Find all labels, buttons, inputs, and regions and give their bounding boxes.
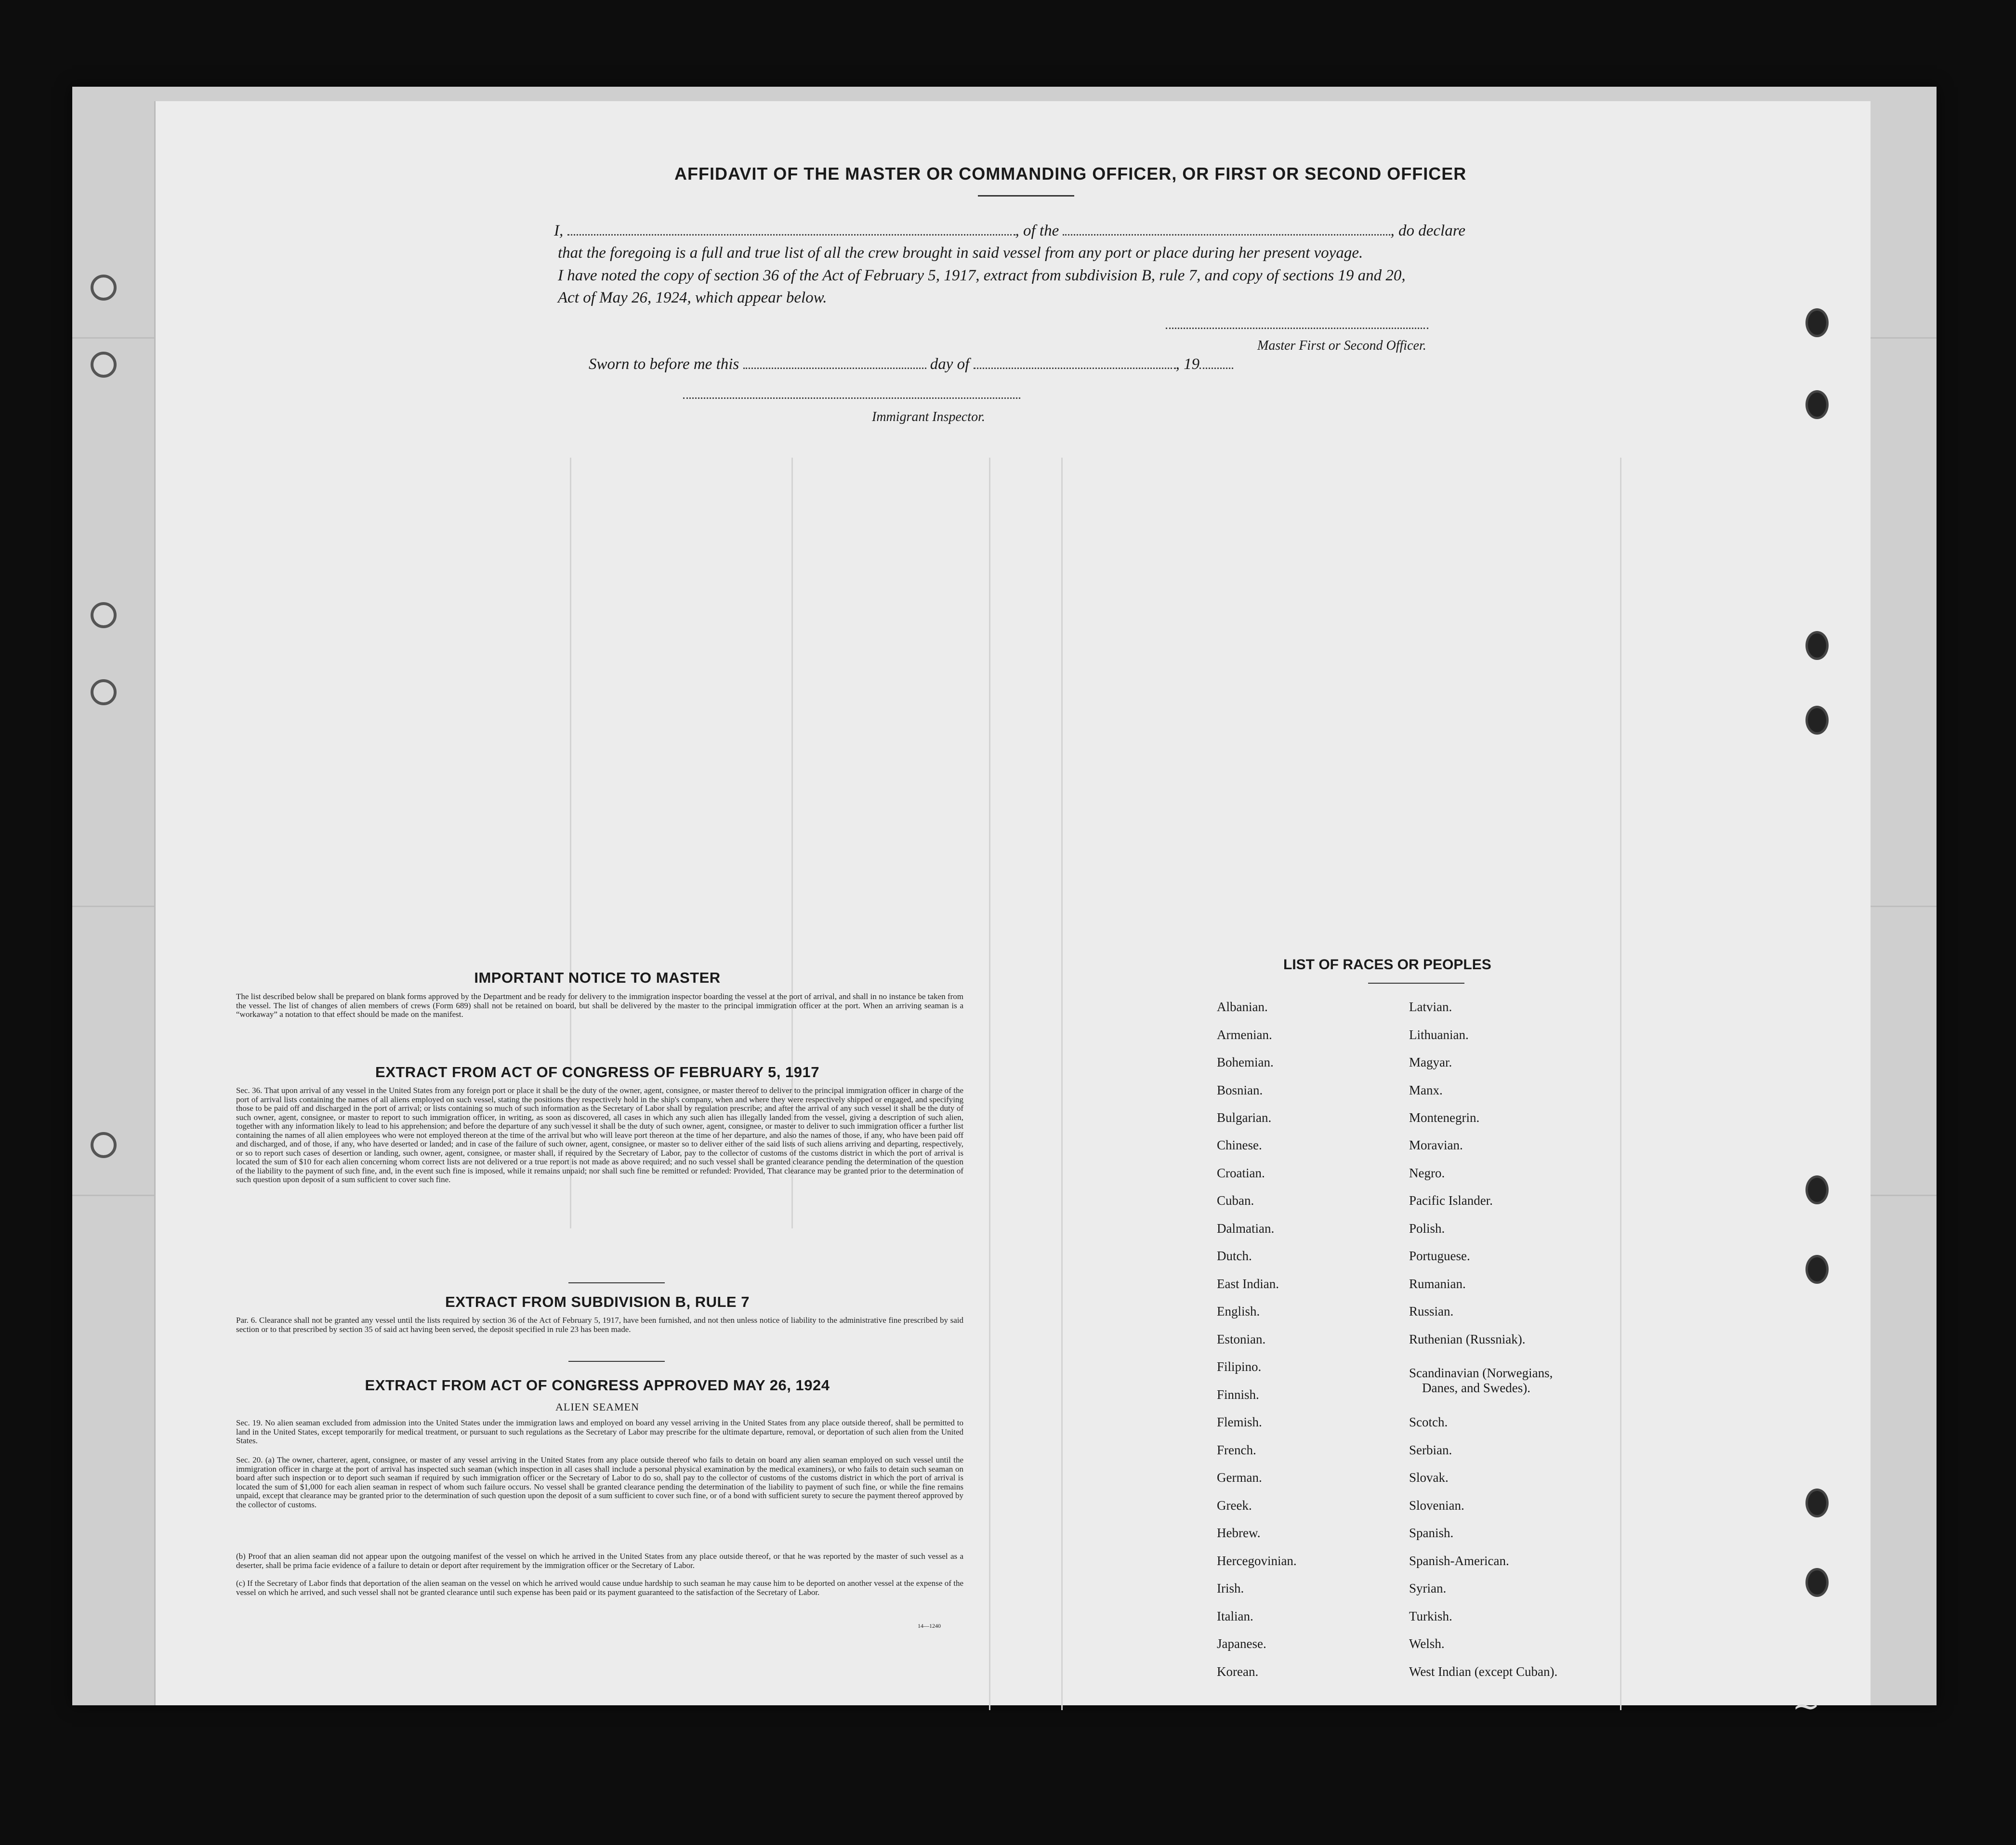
race-item: Albanian. — [1217, 1000, 1268, 1014]
race-item: Armenian. — [1217, 1028, 1272, 1042]
inspector-signature-blank[interactable] — [683, 397, 1020, 399]
sworn-text-a: Sworn to before me this — [589, 356, 739, 373]
race-item: East Indian. — [1217, 1277, 1279, 1291]
race-item: Welsh. — [1409, 1636, 1445, 1651]
divider — [568, 1361, 665, 1362]
sworn-text-b: day of — [930, 356, 970, 373]
affidavit-line1-c: , do declare — [1390, 222, 1465, 239]
extract-1917-title: EXTRACT FROM ACT OF CONGRESS OF FEBRUARY 5, 1917 — [375, 1064, 819, 1081]
race-item: Magyar. — [1409, 1055, 1452, 1069]
punch-hole — [91, 352, 117, 378]
ghost-column — [1620, 458, 1621, 1710]
affidavit-line1-a: I, — [554, 222, 564, 239]
punch-hole — [1805, 1175, 1829, 1204]
race-item: Moravian. — [1409, 1138, 1463, 1152]
sworn-day-blank[interactable] — [743, 368, 926, 369]
divider — [1368, 983, 1464, 984]
race-item: Cuban. — [1217, 1193, 1254, 1208]
race-item: Negro. — [1409, 1166, 1445, 1180]
sworn-year-blank[interactable] — [1199, 368, 1233, 369]
race-item: Irish. — [1217, 1581, 1244, 1595]
race-item: Spanish-American. — [1409, 1554, 1509, 1568]
race-item: Filipino. — [1217, 1359, 1262, 1374]
sworn-text-c: , 19 — [1175, 356, 1200, 373]
punch-hole — [1805, 308, 1829, 337]
races-title: LIST OF RACES OR PEOPLES — [1283, 957, 1491, 973]
handwritten-mark: ~ — [1792, 1686, 1820, 1726]
race-item: Bohemian. — [1217, 1055, 1274, 1069]
punch-hole — [1805, 706, 1829, 735]
race-item: Estonian. — [1217, 1332, 1266, 1346]
race-item: Slovak. — [1409, 1470, 1449, 1485]
master-signature-blank[interactable] — [1166, 328, 1428, 329]
affidavit-line-1 — [554, 223, 1465, 239]
sworn-line — [589, 356, 1233, 372]
race-item: Ruthenian (Russniak). — [1409, 1332, 1526, 1346]
race-item: Dutch. — [1217, 1249, 1252, 1263]
race-item: Croatian. — [1217, 1166, 1265, 1180]
race-item: Chinese. — [1217, 1138, 1262, 1152]
race-item: French. — [1217, 1443, 1256, 1457]
punch-hole — [1805, 390, 1829, 419]
section-20c-text: (c) If the Secretary of Labor finds that deportation of the alien seaman on the vessel on which he arrived would cause undue hardship to such seaman he may cause him to be deported on another vessel at the expense of the vessel on which he arrived, and such vessel shall not be granted clearance until such expense has been paid or its payment guaranteed to the satisfaction of the Secretary of Labor. — [236, 1579, 963, 1597]
master-caption: Master First or Second Officer. — [1257, 338, 1426, 353]
affidavit-line-4: Act of May 26, 1924, which appear below. — [558, 289, 827, 306]
extract-1917-text: Sec. 36. That upon arrival of any vessel in the United States from any foreign port or place it shall be the duty of the owner, agent, consignee, or master thereof to deliver to the principal immigration officer in charge of the port of arrival lists containing the names of all aliens employed on such vessel, stating the positions they respectively hold in the ship's company, when and where they were respectively shipped or engaged, and specifying those to be paid off and discharged in the port of arrival; or lists containing so much of such information as the Secretary of Labor shall by regulation prescribe; and after the arrival of any such vessel it shall be the duty of such owner, agent, consignee, or master to report to such immigration officer, in writing, as soon as discovered, all cases in which any such alien has illegally landed from the vessel, giving a description of such alien, together with any information likely to lead to his apprehension; and before the departure of any such vessel it shall be the duty of such owner, agent, consignee, or master to deliver to such immigration officer a further list containing the names of all alien employees who were not employed thereon at the time of the arrival but who will leave port thereon at the time of her departure, and also the names of those, if any, who have been paid off and discharged, and of those, if any, who have deserted or landed; and in case of the failure of such owner, agent, consignee, or master so to deliver either of the said lists of such aliens arriving and departing, respectively, or so to report such cases of desertion or landing, such owner, agent, consignee, or master shall, if required by the Secretary of Labor, pay to the collector of customs of the customs district in which the port of arrival is located the sum of $10 for each alien concerning whom correct lists are not delivered or a true report is not made as above required; and no such vessel shall be granted clearance pending the determination of the question of the liability to the payment of such fine, and, in the event such fine is imposed, while it remains unpaid; nor shall such fine be remitted or refunded: Provided, That clearance may be granted prior to the determination of such question upon deposit of a sum sufficient to cover such fine. — [236, 1086, 963, 1184]
affidavit-line1-b: , of the — [1015, 222, 1059, 239]
race-item: Bulgarian. — [1217, 1110, 1272, 1125]
notice-text: The list described below shall be prepared on blank forms approved by the Department and be ready for delivery to the immigration inspector boarding the vessel at the port of arrival, and shall in no instance be taken from the vessel. The list of changes of alien members of crews (Form 689) shall not be retained on board, but shall be delivered by the master to the principal immigration officer at the port. When an arriving seaman is a “workaway” a notation to that effect should be made on the manifest. — [236, 992, 963, 1019]
affidavit-line-3: I have noted the copy of section 36 of the Act of February 5, 1917, extract from subdivision B, rule 7, and copy of sections 19 and 20, — [558, 267, 1406, 284]
punch-hole — [91, 679, 117, 705]
punch-hole — [1805, 631, 1829, 660]
race-item: Syrian. — [1409, 1581, 1447, 1595]
race-item: Scotch. — [1409, 1415, 1448, 1429]
race-item: Serbian. — [1409, 1443, 1452, 1457]
vessel-blank[interactable] — [1063, 234, 1390, 236]
race-item: Montenegrin. — [1409, 1110, 1480, 1125]
race-item: Danes, and Swedes). — [1422, 1381, 1530, 1395]
race-item: Polish. — [1409, 1221, 1445, 1236]
form-number: 14—1240 — [918, 1622, 941, 1629]
race-item: Portuguese. — [1409, 1249, 1470, 1263]
name-blank[interactable] — [567, 234, 1015, 236]
race-item: English. — [1217, 1304, 1260, 1318]
race-item: Manx. — [1409, 1083, 1443, 1097]
race-item: Finnish. — [1217, 1387, 1259, 1402]
race-item: Italian. — [1217, 1609, 1253, 1623]
race-item: Latvian. — [1409, 1000, 1452, 1014]
race-item: Dalmatian. — [1217, 1221, 1275, 1236]
race-item: Hebrew. — [1217, 1526, 1261, 1540]
punch-hole — [91, 602, 117, 628]
punch-hole — [91, 275, 117, 301]
extract-rule7-title: EXTRACT FROM SUBDIVISION B, RULE 7 — [445, 1293, 750, 1310]
race-item: German. — [1217, 1470, 1262, 1485]
divider — [978, 195, 1074, 197]
punch-hole — [1805, 1255, 1829, 1284]
race-item: Greek. — [1217, 1498, 1252, 1513]
section-20b-text: (b) Proof that an alien seaman did not appear upon the outgoing manifest of the vessel on which he arrived in the United States from any place outside thereof, or that he was reported by the master of such vessel as a deserter, shall be prima facie evidence of a failure to detain or deport after requirement by the immigration officer or the Secretary of Labor. — [236, 1552, 963, 1570]
punch-hole — [1805, 1489, 1829, 1517]
extract-rule7-text: Par. 6. Clearance shall not be granted any vessel until the lists required by section 36 of the Act of February 5, 1917, have been furnished, and not then unless notice of liability to the administrative fine prescribed by said section or to that prescribed by section 35 of said act having been served, the deposit specified in rule 23 has been made. — [236, 1316, 963, 1334]
alien-seamen-subtitle: ALIEN SEAMEN — [555, 1401, 639, 1413]
race-item: Spanish. — [1409, 1526, 1454, 1540]
race-item: Scandinavian (Norwegians, — [1409, 1366, 1553, 1380]
extract-1924-title: EXTRACT FROM ACT OF CONGRESS APPROVED MAY 26, 1924 — [365, 1377, 830, 1394]
race-item: Hercegovinian. — [1217, 1554, 1297, 1568]
race-item: West Indian (except Cuban). — [1409, 1664, 1558, 1679]
affidavit-title: AFFIDAVIT OF THE MASTER OR COMMANDING OFFICER, OR FIRST OR SECOND OFFICER — [674, 164, 1467, 184]
divider — [568, 1282, 665, 1283]
race-item: Flemish. — [1217, 1415, 1262, 1429]
race-item: Bosnian. — [1217, 1083, 1263, 1097]
sworn-month-blank[interactable] — [974, 368, 1176, 369]
section-20a-text: Sec. 20. (a) The owner, charterer, agent, consignee, or master of any vessel arriving in the United States from any place outside thereof who fails to detain on board any alien seaman employed on such vessel until the immigration officer in charge at the port of arrival has inspected such seaman (which inspection in all cases shall include a personal physical examination by the medical examiners), or who fails to detain such seaman on board after such inspection or to deport such seaman if required by such immigration officer or the Secretary of Labor to do so, shall pay to the collector of customs of the customs district in which the port of arrival is located the sum of $1,000 for each alien seaman in respect of whom such failure occurs. No vessel shall be granted clearance pending the determination of the liability to payment of such fine, or while the fine remains unpaid, except that clearance may be granted prior to the determination of such question upon the deposit of a sum sufficient to cover such fine, or of a bond with sufficient surety to secure the payment thereof approved by the collector of customs. — [236, 1455, 963, 1509]
race-item: Japanese. — [1217, 1636, 1266, 1651]
affidavit-line-2: that the foregoing is a full and true list of all the crew brought in said vessel from any port or place during her present voyage. — [558, 244, 1363, 262]
race-item: Russian. — [1409, 1304, 1454, 1318]
section-19-text: Sec. 19. No alien seaman excluded from admission into the United States under the immigration laws and employed on board any vessel arriving in the United States from any place outside thereof, shall be permitted to land in the United States, except temporarily for medical treatment, or pursuant to such regulations as the Secretary of Labor may prescribe for the ultimate departure, removal, or deportation of such alien from the United States. — [236, 1418, 963, 1445]
ghost-column — [989, 458, 990, 1710]
inspector-caption: Immigrant Inspector. — [872, 409, 985, 424]
punch-hole — [91, 1132, 117, 1158]
race-item: Turkish. — [1409, 1609, 1452, 1623]
race-item: Lithuanian. — [1409, 1028, 1469, 1042]
punch-hole — [1805, 1568, 1829, 1597]
race-item: Slovenian. — [1409, 1498, 1464, 1513]
ghost-column — [1061, 458, 1063, 1710]
race-item: Korean. — [1217, 1664, 1259, 1679]
race-item: Rumanian. — [1409, 1277, 1466, 1291]
notice-title: IMPORTANT NOTICE TO MASTER — [474, 969, 721, 986]
race-item: Pacific Islander. — [1409, 1193, 1493, 1208]
